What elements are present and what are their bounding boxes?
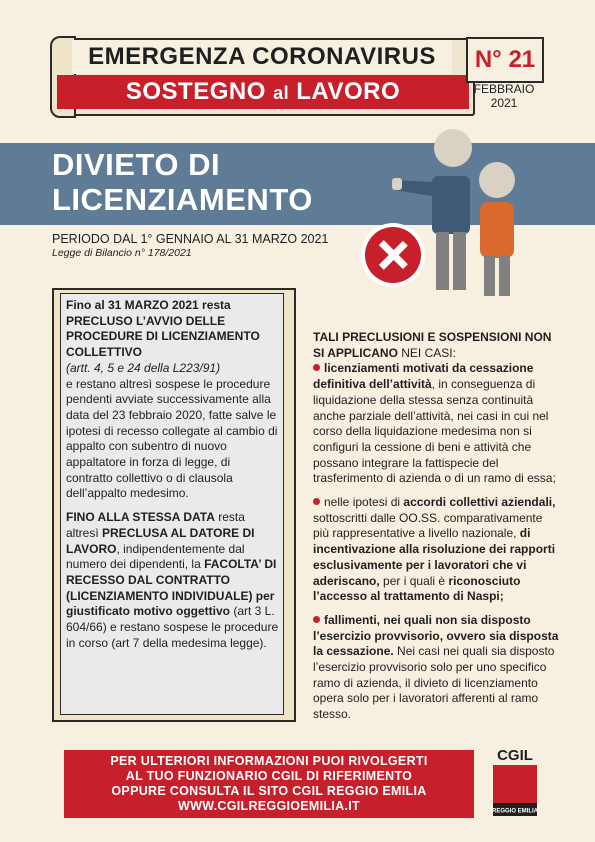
header-subtitle: SOSTEGNO al LAVORO (125, 78, 401, 105)
exception-item-3: fallimenti, nei quali non sia disposto l’esercizio provvisorio, ovvero sia disposta la cessazione. Nei casi nei quali sia disposto l’esercizio provvisorio solo per uno specifico ramo di azienda, il divieto di licenziamento opera solo per i lavoratori afferenti al ramo stesso. (313, 612, 559, 722)
bullet-icon (313, 616, 320, 623)
footer-text: PER ULTERIORI INFORMAZIONI PUOI RIVOLGERTI AL TUO FUNZIONARIO CGIL DI RIFERIMENTO OPPURE CONSULTA IL SITO CGIL REGGIO EMILIA WWW.CGILREGGIOEMILIA.IT (64, 754, 474, 814)
exception-item-1: licenziamenti motivati da cessazione definitiva dell’attività, in conseguenza di liquidazione della stessa senza continuità anche parziale dell’attività, nei casi in cui nel corso della liquidazione medesima non si configuri la cessione di beni e attività che possano integrare la fattispecie del trasferimento di azienda o di un ramo di essa; (313, 361, 556, 486)
info-paragraph-1: Fino al 31 MARZO 2021 resta PRECLUSO L’AVVIO DELLE PROCEDURE DI LICENZIAMENTO COLLETTIVO (artt. 4, 5 e 24 della L223/91) e restano altresì sospese le procedure pendenti avviate successivamente alla data del 23 febbraio 2020, fatte salve le ipotesi di recesso collegate al cambio di appalto con subentro di nuovo appaltatore in forza di legge, di contratto collettivo o di clausola dell’appalto medesimo. (66, 298, 278, 501)
exceptions-intro: TALI PRECLUSIONI E SOSPENSIONI NON SI APPLICANO NEI CASI: (313, 330, 552, 360)
issue-number: N° 21 (466, 37, 544, 83)
page-title: DIVIETO DI LICENZIAMENTO (52, 147, 313, 217)
bullet-icon (313, 498, 320, 505)
prohibited-x-icon (361, 223, 425, 287)
cgil-logo (489, 745, 541, 818)
header-title: EMERGENZA CORONAVIRUS (72, 40, 452, 74)
people-illustration-icon (360, 118, 560, 308)
website-link[interactable]: WWW.CGILREGGIOEMILIA.IT (178, 799, 360, 813)
info-paragraph-2: FINO ALLA STESSA DATA resta altresì PRECLUSA AL DATORE DI LAVORO, indipendentemente dal numero dei dipendenti, la FACOLTA’ DI RECESSO DAL CONTRATTO (LICENZIAMENTO INDIVIDUALE) per giustificato motivo oggettivo (art 3 L. 604/66) e restano sospese le procedure in corso (art 7 della medesima legge). (66, 510, 279, 650)
exceptions-column (313, 330, 559, 731)
bullet-icon (313, 364, 320, 371)
exception-item-2: nelle ipotesi di accordi collettivi aziendali, sottoscritti dalle OO.SS. comparativamente più rappresentative a livello nazionale, di incentivazione alla risoluzione dei rapporti esclusivamente per i lavoratori che vi aderiscano, per i quali è riconosciuto l’accesso al trattamento di Naspi; (313, 495, 556, 604)
svg-text:REGGIO EMILIA: REGGIO EMILIA (491, 808, 539, 815)
period-text: PERIODO DAL 1° GENNAIO AL 31 MARZO 2021 (52, 232, 329, 246)
svg-text:CGIL: CGIL (497, 747, 533, 764)
law-reference: Legge di Bilancio n° 178/2021 (52, 247, 192, 259)
issue-date: FEBBRAIO 2021 (473, 82, 535, 110)
info-box-text (66, 298, 280, 659)
